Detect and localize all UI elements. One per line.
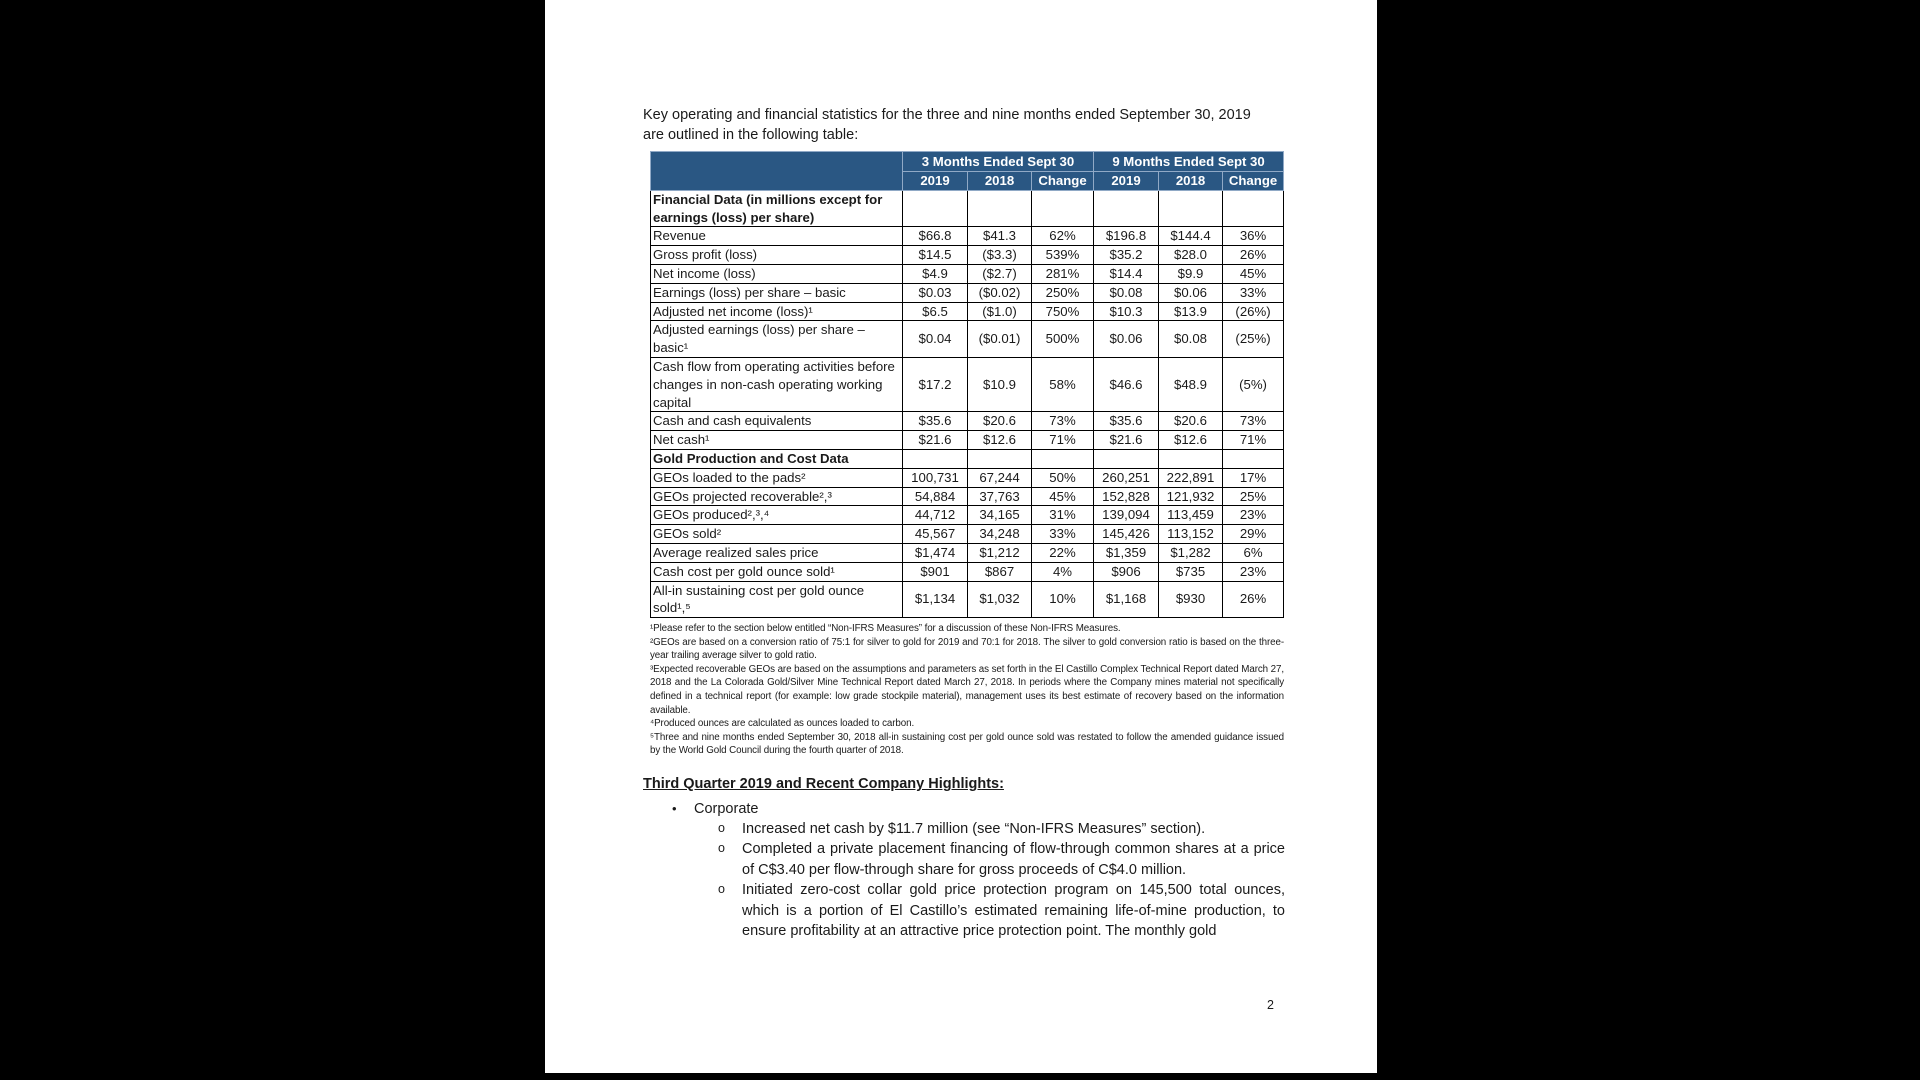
circle-bullet-icon: o	[718, 882, 725, 897]
table-cell: $0.08	[1159, 321, 1223, 358]
table-cell	[968, 190, 1032, 227]
table-cell: $1,168	[1094, 581, 1159, 618]
table-cell: 45,567	[903, 525, 968, 544]
table-cell: 22%	[1032, 543, 1094, 562]
table-cell: 33%	[1032, 525, 1094, 544]
table-cell: 250%	[1032, 283, 1094, 302]
table-cell: 73%	[1223, 412, 1284, 431]
table-cell: 539%	[1032, 246, 1094, 265]
table-row	[651, 412, 1284, 431]
table-cell: $735	[1159, 562, 1223, 581]
table-cell: 17%	[1223, 468, 1284, 487]
row-label: Cash and cash equivalents	[651, 412, 903, 431]
table-cell: $0.06	[1094, 321, 1159, 358]
table-cell: 31%	[1032, 506, 1094, 525]
footnote-5: ⁵Three and nine months ended September 30, 2018 all-in sustaining cost per gold ounce sold was restated to follow the amended guidance issued by the World Gold Council during the fourth quarter of 2018.	[650, 731, 1284, 757]
table-cell: $14.5	[903, 246, 968, 265]
highlights-heading: Third Quarter 2019 and Recent Company Highlights:	[643, 776, 1004, 792]
table-cell: 260,251	[1094, 468, 1159, 487]
footnote-4: ⁴Produced ounces are calculated as ounces loaded to carbon.	[650, 718, 915, 730]
footnote-3: ³Expected recoverable GEOs are based on the assumptions and parameters as set forth in the El Castillo Complex Technical Report dated March 27, 2018 and the La Colorada Gold/Silver Mine Technical Report dated March 27, 2018. In periods where the Company mines material not specifically defined in a technical report (for example: low grade stockpile material), management uses its best estimate of recovery based on the information available.	[650, 663, 1284, 716]
table-cell: $6.5	[903, 302, 968, 321]
table-cell: $12.6	[1159, 431, 1223, 450]
table-cell: $28.0	[1159, 246, 1223, 265]
row-label: Average realized sales price	[651, 543, 903, 562]
group-header-9-months: 9 Months Ended Sept 30	[1094, 152, 1284, 172]
table-cell: 222,891	[1159, 468, 1223, 487]
circle-bullet-icon: o	[718, 841, 725, 856]
table-cell: $20.6	[1159, 412, 1223, 431]
sub-bullet-text: Initiated zero-cost collar gold price protection program on 145,500 total ounces, which is a portion of El Castillo’s estimated remaining life-of-mine production, to ensure profitability at an attractive price protection point. The monthly gold	[742, 882, 1285, 940]
year-header: Change	[1223, 172, 1284, 191]
table-cell: ($1.0)	[968, 302, 1032, 321]
table-cell: $21.6	[903, 431, 968, 450]
financial-table	[650, 151, 1284, 618]
table-cell: $1,474	[903, 543, 968, 562]
table-cell: $35.6	[903, 412, 968, 431]
table-row	[651, 246, 1284, 265]
table-cell: 33%	[1223, 283, 1284, 302]
table-cell: 73%	[1032, 412, 1094, 431]
highlights-section	[643, 775, 1287, 941]
table-row	[651, 543, 1284, 562]
table-cell: 500%	[1032, 321, 1094, 358]
table-cell: 50%	[1032, 468, 1094, 487]
year-header: 2019	[903, 172, 968, 191]
table-cell: 4%	[1032, 562, 1094, 581]
table-cell: 23%	[1223, 506, 1284, 525]
table-cell: $867	[968, 562, 1032, 581]
table-cell: 45%	[1223, 264, 1284, 283]
row-label: Cash cost per gold ounce sold¹	[651, 562, 903, 581]
group-header-3-months: 3 Months Ended Sept 30	[903, 152, 1094, 172]
table-row	[651, 357, 1284, 411]
table-cell	[1032, 190, 1094, 227]
table-cell: $13.9	[1159, 302, 1223, 321]
table-cell: $4.9	[903, 264, 968, 283]
row-label: GEOs projected recoverable²,³	[651, 487, 903, 506]
table-cell: $1,282	[1159, 543, 1223, 562]
table-cell: $10.9	[968, 357, 1032, 411]
table-cell: $48.9	[1159, 357, 1223, 411]
row-label: Adjusted earnings (loss) per share – basic¹	[651, 321, 903, 358]
row-label: GEOs produced²,³,⁴	[651, 506, 903, 525]
table-cell: $12.6	[968, 431, 1032, 450]
table-cell: $0.04	[903, 321, 968, 358]
table-cell: 34,248	[968, 525, 1032, 544]
table-cell: 71%	[1032, 431, 1094, 450]
table-cell: $0.03	[903, 283, 968, 302]
table-cell: $20.6	[968, 412, 1032, 431]
table-cell: $35.2	[1094, 246, 1159, 265]
row-label: GEOs loaded to the pads²	[651, 468, 903, 487]
table-cell: 67,244	[968, 468, 1032, 487]
row-label: Cash flow from operating activities before changes in non-cash operating working capital	[651, 357, 903, 411]
table-cell: 58%	[1032, 357, 1094, 411]
footnote-2: ²GEOs are based on a conversion ratio of 75:1 for silver to gold for 2019 and 70:1 for 2018. The silver to gold conversion ratio is based on the three-year trailing average silver to gold ratio.	[650, 636, 1284, 662]
intro-line-2: are outlined in the following table:	[643, 126, 859, 143]
table-row	[651, 581, 1284, 618]
table-cell: 26%	[1223, 246, 1284, 265]
table-section-row	[651, 449, 1284, 468]
table-cell: 45%	[1032, 487, 1094, 506]
page-number: 2	[1267, 998, 1274, 1012]
table-cell: 36%	[1223, 227, 1284, 246]
table-cell: 23%	[1223, 562, 1284, 581]
table-cell: 25%	[1223, 487, 1284, 506]
table-cell: $14.4	[1094, 264, 1159, 283]
table-row	[651, 302, 1284, 321]
table-cell: (25%)	[1223, 321, 1284, 358]
table-cell: 29%	[1223, 525, 1284, 544]
table-cell: $0.06	[1159, 283, 1223, 302]
table-cell: 139,094	[1094, 506, 1159, 525]
table-cell: $1,359	[1094, 543, 1159, 562]
table-cell	[1032, 449, 1094, 468]
table-cell: $9.9	[1159, 264, 1223, 283]
table-cell: $10.3	[1094, 302, 1159, 321]
table-cell: $1,212	[968, 543, 1032, 562]
table-cell: ($0.02)	[968, 283, 1032, 302]
table-cell: 281%	[1032, 264, 1094, 283]
table-cell	[1094, 190, 1159, 227]
sub-bullet-text: Completed a private placement financing of flow-through common shares at a price of C$3.40 per flow-through share for gross proceeds of C$4.0 million.	[742, 841, 1285, 878]
table-cell	[903, 190, 968, 227]
table-section-row	[651, 190, 1284, 227]
row-label: All-in sustaining cost per gold ounce sold¹,⁵	[651, 581, 903, 618]
intro-line-1: Key operating and financial statistics for the three and nine months ended September 30, 2019	[643, 107, 1251, 123]
row-label: Adjusted net income (loss)¹	[651, 302, 903, 321]
table-row	[651, 562, 1284, 581]
table-cell: 54,884	[903, 487, 968, 506]
table-cell	[1094, 449, 1159, 468]
table-cell	[1159, 449, 1223, 468]
row-label: Earnings (loss) per share – basic	[651, 283, 903, 302]
row-label: GEOs sold²	[651, 525, 903, 544]
section-label: Financial Data (in millions except for earnings (loss) per share)	[651, 190, 903, 227]
row-label: Net cash¹	[651, 431, 903, 450]
year-header: 2018	[968, 172, 1032, 191]
table-cell: $144.4	[1159, 227, 1223, 246]
sub-bullet-text: Increased net cash by $11.7 million (see “Non-IFRS Measures” section).	[742, 821, 1206, 837]
circle-bullet-icon: o	[718, 821, 725, 835]
year-header: 2018	[1159, 172, 1223, 191]
sub-bullet-item	[643, 839, 1287, 880]
table-row	[651, 506, 1284, 525]
table-cell: (26%)	[1223, 302, 1284, 321]
table-group-header-row	[651, 152, 1284, 172]
table-cell: 37,763	[968, 487, 1032, 506]
year-header: 2019	[1094, 172, 1159, 191]
table-row	[651, 431, 1284, 450]
table-cell: 121,932	[1159, 487, 1223, 506]
table-row	[651, 487, 1284, 506]
table-cell: $21.6	[1094, 431, 1159, 450]
bullet-item-corporate	[643, 799, 1287, 819]
table-cell: $906	[1094, 562, 1159, 581]
row-label: Gross profit (loss)	[651, 246, 903, 265]
table-cell	[903, 449, 968, 468]
table-row	[651, 283, 1284, 302]
table-cell: $196.8	[1094, 227, 1159, 246]
table-cell: ($2.7)	[968, 264, 1032, 283]
bullet-icon: •	[672, 801, 677, 816]
table-cell: 100,731	[903, 468, 968, 487]
document-page	[545, 0, 1377, 1073]
table-cell: (5%)	[1223, 357, 1284, 411]
table-cell: 145,426	[1094, 525, 1159, 544]
table-cell	[968, 449, 1032, 468]
table-row	[651, 227, 1284, 246]
table-cell: 26%	[1223, 581, 1284, 618]
table-cell: 750%	[1032, 302, 1094, 321]
table-row	[651, 525, 1284, 544]
table-cell: 113,152	[1159, 525, 1223, 544]
row-label: Net income (loss)	[651, 264, 903, 283]
table-cell: $17.2	[903, 357, 968, 411]
table-cell: ($3.3)	[968, 246, 1032, 265]
table-row	[651, 321, 1284, 358]
table-cell: $46.6	[1094, 357, 1159, 411]
table-row	[651, 468, 1284, 487]
table-cell: $1,032	[968, 581, 1032, 618]
table-cell: ($0.01)	[968, 321, 1032, 358]
table-cell: 10%	[1032, 581, 1094, 618]
footnote-1: ¹Please refer to the section below entitled “Non-IFRS Measures” for a discussion of these Non-IFRS Measures.	[650, 623, 1121, 634]
table-cell: 152,828	[1094, 487, 1159, 506]
sub-bullet-item	[643, 819, 1287, 839]
table-row	[651, 264, 1284, 283]
table-cell: 6%	[1223, 543, 1284, 562]
sub-bullet-item	[643, 880, 1287, 941]
table-cell: $66.8	[903, 227, 968, 246]
bullet-label: Corporate	[694, 801, 759, 817]
corner-header-cell	[651, 152, 903, 191]
footnotes	[650, 622, 1284, 758]
table-cell: $1,134	[903, 581, 968, 618]
table-cell	[1223, 449, 1284, 468]
table-cell: $901	[903, 562, 968, 581]
table-cell: 62%	[1032, 227, 1094, 246]
table-cell: 34,165	[968, 506, 1032, 525]
table-cell: $0.08	[1094, 283, 1159, 302]
table-cell	[1159, 190, 1223, 227]
table-cell	[1223, 190, 1284, 227]
table-cell: $41.3	[968, 227, 1032, 246]
row-label: Revenue	[651, 227, 903, 246]
table-cell: 113,459	[1159, 506, 1223, 525]
table-cell: $930	[1159, 581, 1223, 618]
table-cell: 71%	[1223, 431, 1284, 450]
table-cell: $35.6	[1094, 412, 1159, 431]
year-header: Change	[1032, 172, 1094, 191]
intro-paragraph	[643, 106, 1285, 145]
section-label: Gold Production and Cost Data	[651, 449, 903, 468]
table-cell: 44,712	[903, 506, 968, 525]
